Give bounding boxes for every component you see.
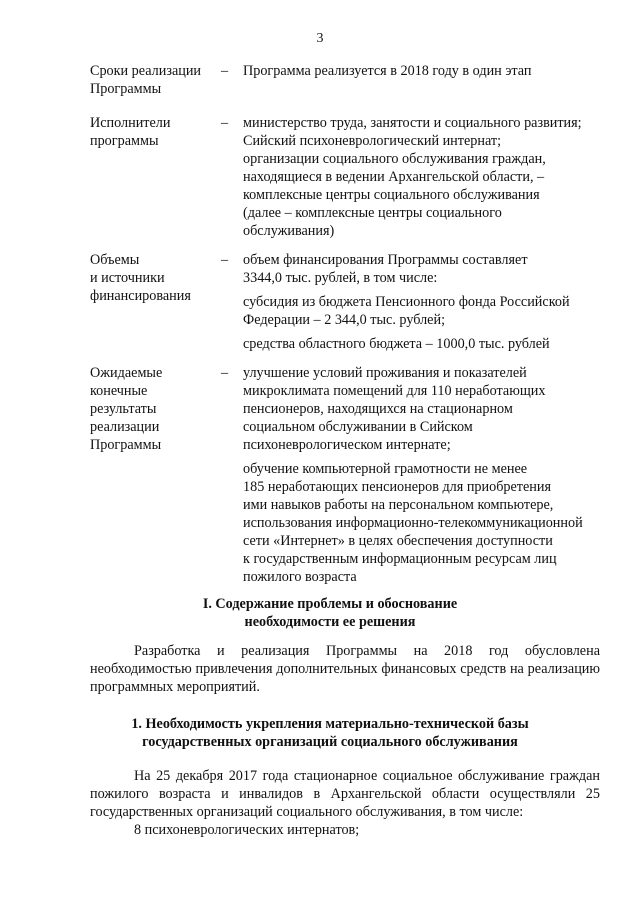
subsection-heading: 1. Необходимость укрепления материально-технической базы государственных организаций социального обслуживания [131, 716, 529, 750]
row-label: Сроки реализации Программы [90, 63, 202, 97]
page-number: 3 [316, 31, 324, 46]
row-paragraph: средства областного бюджета – 1000,0 тыс. рублей [243, 336, 550, 352]
row-label: Исполнители программы [90, 115, 171, 149]
row-label: Объемы и источники финансирования [90, 252, 191, 304]
row-paragraph: министерство труда, занятости и социального развития; Сийский психоневрологический интернат; организации социального обслуживания граждан, находящиеся в ведении Архангельской области, – комплексные центры социального обслуживания (далее – комплексные центры социального обслуживания) [243, 115, 582, 239]
list-item: 8 психоневрологических интернатов; [134, 822, 360, 838]
row-paragraph: объем финансирования Программы составляет 3344,0 тыс. рублей, в том числе: [243, 252, 528, 286]
row-dash: – [221, 365, 229, 381]
row-content [243, 364, 600, 592]
row-content [243, 62, 600, 86]
row-paragraph: обучение компьютерной грамотности не менее 185 неработающих пенсионеров для приобретения ими навыков работы на персональном компьютере, использования информационно-телекоммуникационной сети «Интернет» в целях обеспечения доступности к государственным информационным ресурсам лиц пожилого возраста [243, 461, 583, 585]
row-label: Ожидаемые конечные результаты реализации Программы [90, 365, 163, 453]
section-heading: I. Содержание проблемы и обоснование необходимости ее решения [202, 596, 458, 630]
row-paragraph: улучшение условий проживания и показателей микроклимата помещений для 110 неработающих пенсионеров, находящихся на стационарном социальном обслуживании в Сийском психоневрологическом интернате; [243, 365, 546, 453]
section-paragraph: Разработка и реализация Программы на 2018 год обусловлена необходимостью привлечения дополнительных финансовых средств на реализацию программных мероприятий. [90, 643, 600, 695]
row-content [243, 251, 600, 359]
subsection-paragraph: На 25 декабря 2017 года стационарное социальное обслуживание граждан пожилого возраста и инвалидов в Архангельской области осуществляли 25 государственных организаций социального обслуживания, в том числе: [90, 768, 600, 820]
row-dash: – [221, 63, 229, 79]
row-dash: – [221, 115, 229, 131]
row-dash: – [221, 252, 229, 268]
row-paragraph: субсидия из бюджета Пенсионного фонда Российской Федерации – 2 344,0 тыс. рублей; [243, 294, 570, 328]
row-paragraph: Программа реализуется в 2018 году в один этап [243, 63, 532, 79]
row-content [243, 114, 600, 246]
